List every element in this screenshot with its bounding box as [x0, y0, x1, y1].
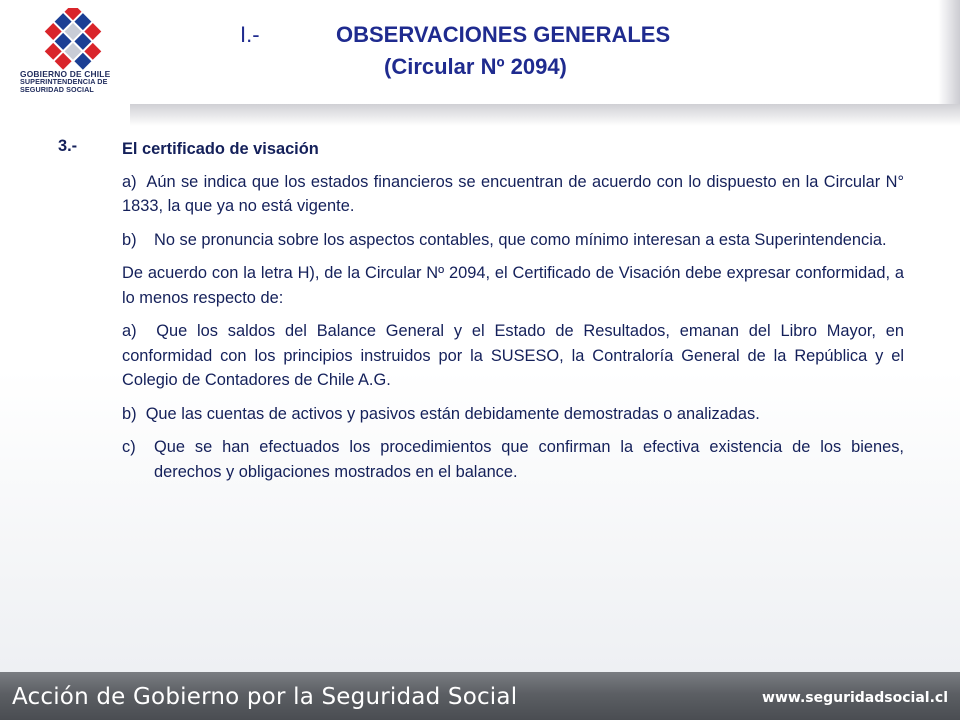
- footer-slogan: Acción de Gobierno por la Seguridad Social: [12, 684, 518, 710]
- requirement-a-label: a): [122, 322, 137, 340]
- logo-line-1: GOBIERNO DE CHILE: [20, 69, 111, 79]
- requirement-a: [122, 319, 904, 393]
- page-subtitle: (Circular Nº 2094): [384, 54, 567, 79]
- observation-a-text: Aún se indica que los estados financieros se encuentran de acuerdo con lo dispuesto en la Circular N° 1833, la que ya no está vigente.: [122, 172, 905, 215]
- requirement-c-text: Que se han efectuados los procedimientos que confirman la efectiva existencia de los bienes, derechos y obligaciones mostrados en el balance.: [154, 438, 904, 481]
- page-title: OBSERVACIONES GENERALES: [336, 22, 671, 47]
- header-right-shade: [938, 0, 960, 104]
- logo-line-2: SUPERINTENDENCIA DE: [20, 77, 108, 86]
- intro-paragraph: De acuerdo con la letra H), de la Circular Nº 2094, el Certificado de Visación debe expresar conformidad, a lo menos respecto de:: [122, 264, 904, 307]
- title-number: I.-: [240, 22, 260, 47]
- requirement-b: [122, 402, 904, 427]
- section-title: El certificado de visación: [122, 140, 319, 158]
- requirement-b-label: b): [122, 404, 137, 423]
- observation-a-label: a): [122, 172, 137, 191]
- logo-line-3: SEGURIDAD SOCIAL: [20, 85, 94, 94]
- section-number: 3.-: [58, 137, 78, 155]
- requirement-b-text: Que las cuentas de activos y pasivos están debidamente demostradas o analizadas.: [145, 404, 760, 423]
- footer-bar: [0, 672, 960, 720]
- section-content: [122, 134, 904, 493]
- requirement-a-text: Que los saldos del Balance General y el Estado de Resultados, emanan del Libro Mayor, en conformidad con los principios instruidos por la SUSESO, la Contraloría General de la República y el Colegio de Contadores de Chile A.G.: [122, 322, 905, 389]
- observation-b-label: b): [122, 230, 137, 249]
- observation-b: [122, 228, 904, 253]
- footer-website-link[interactable]: www.seguridadsocial.cl: [762, 690, 948, 706]
- observation-a: [122, 170, 904, 219]
- observation-b-text: No se pronuncia sobre los aspectos contables, que como mínimo interesan a esta Superintendencia.: [154, 230, 887, 249]
- logo-text: [20, 70, 130, 94]
- header-divider: [130, 104, 960, 126]
- requirement-c-label: c): [122, 438, 136, 456]
- requirement-c: [122, 435, 904, 484]
